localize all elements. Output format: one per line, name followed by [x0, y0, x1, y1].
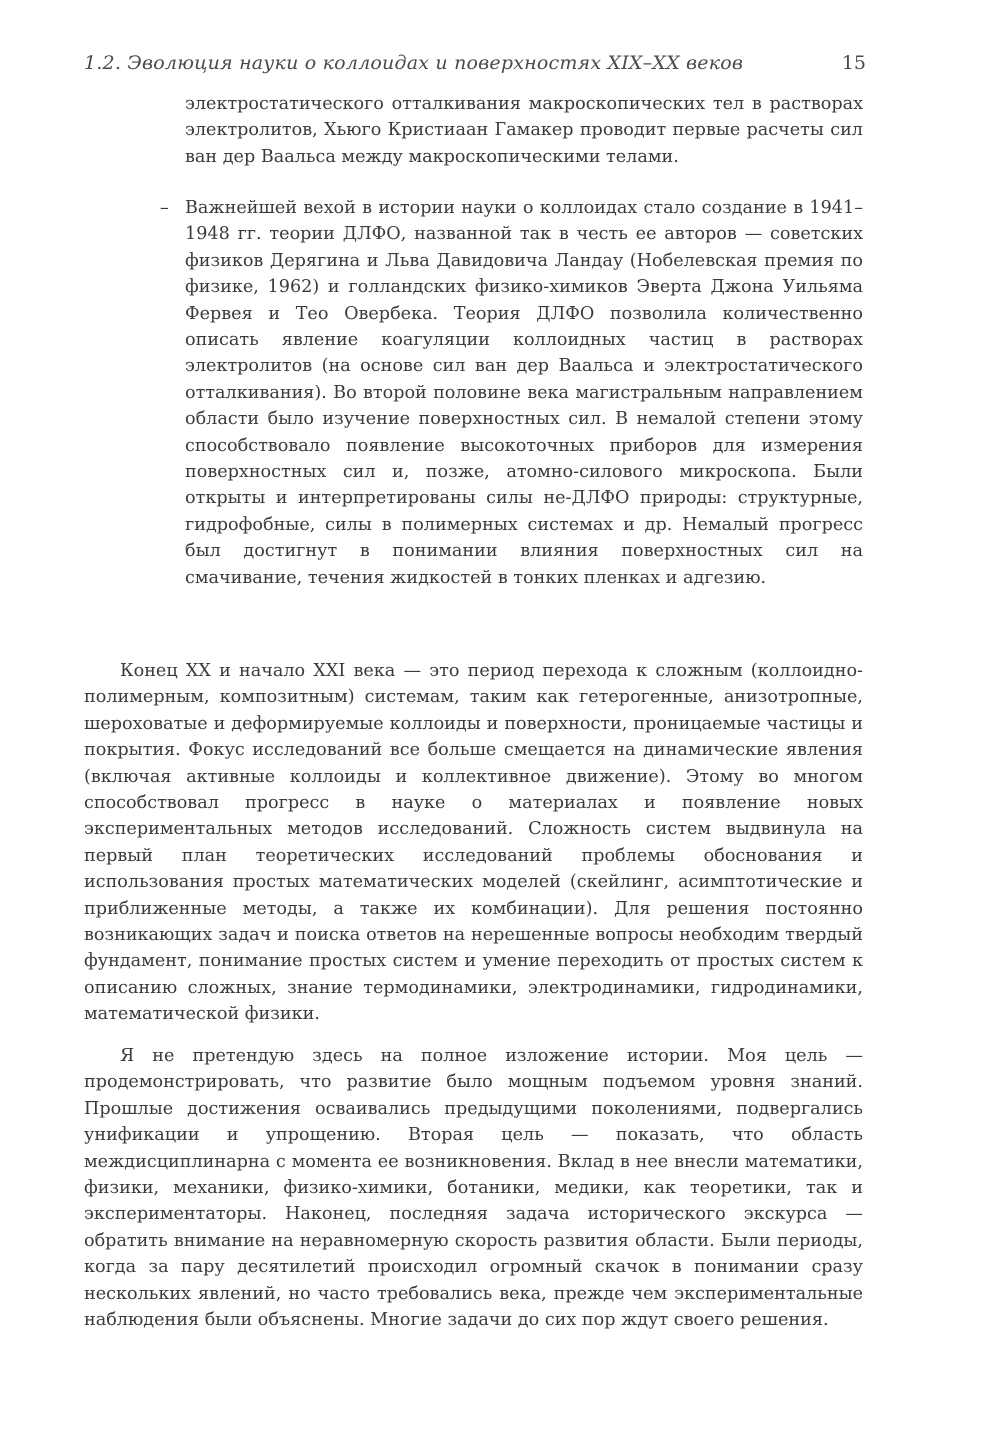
body-paragraph-1: Конец XX и начало XXI века — это период перехода к сложным (коллоидно-полимерным, композитным) системам, таким как гетерогенные, анизотропные, шероховатые и деформируемые коллоиды и поверхности, проницаемые частицы и покрытия. Фокус исследований все больше смещается на динамические явления (включая активные коллоиды и коллективное движение). Этому во многом способствовал прогресс в науке о материалах и появление новых экспериментальных методов исследований. Сложность систем выдвинула на первый план теоретических исследований проблемы обоснования и использования простых математических моделей (скейлинг, асимптотические и приближенные методы, а также их комбинации). Для решения постоянно возникающих задач и поиска ответов на нерешенные вопросы необходим твердый фундамент, понимание простых систем и умение переходить от простых систем к описанию сложных, знание термодинамики, электродинамики, гидродинамики, математической физики.: [84, 661, 863, 1025]
running-header: [84, 50, 866, 76]
page-number: 15: [841, 52, 866, 74]
bullet-dash: –: [160, 198, 169, 218]
bullet-item-dlvo: Важнейшей вехой в истории науки о коллоидах стало создание в 1941–1948 гг. теории ДЛФО, названной так в честь ее авторов — советских физиков Дерягина и Льва Давидовича Ландау (Нобелевская премия по физике, 1962) и голландских физико-химиков Эверта Джона Уильяма Фервея и Тео Овербека. Теория ДЛФО позволила количественно описать явление коагуляции коллоидных частиц в растворах электролитов (на основе сил ван дер Ваальса и электростатического отталкивания). Во второй половине века магистральным направлением области было изучение поверхностных сил. В немалой степени этому способствовало появление высокоточных приборов для измерения поверхностных сил и, позже, атомно-силового микроскопа. Были открыты и интерпретированы силы не-ДЛФО природы: структурные, гидрофобные, силы в полимерных системах и др. Немалый прогресс был достигнут в понимании влияния поверхностных сил на смачивание, течения жидкостей в тонких пленках и адгезию.: [185, 198, 863, 588]
continuation-paragraph: электростатического отталкивания макроскопических тел в растворах электролитов, Хьюго Кристиаан Гамакер проводит первые расчеты сил ван дер Ваальса между макроскопическими телами.: [185, 94, 863, 167]
body-paragraph-2: Я не претендую здесь на полное изложение истории. Моя цель — продемонстрировать, что развитие было мощным подъемом уровня знаний. Прошлые достижения осваивались предыдущими поколениями, подвергались унификации и упрощению. Вторая цель — показать, что область междисциплинарна с момента ее возникновения. Вклад в нее внесли математики, физики, механики, физико-химики, ботаники, медики, как теоретики, так и экспериментаторы. Наконец, последняя задача исторического экскурса — обратить внимание на неравномерную скорость развития области. Были периоды, когда за пару десятилетий происходил огромный скачок в понимании сразу нескольких явлений, но часто требовались века, прежде чем экспериментальные наблюдения были объяснены. Многие задачи до сих пор ждут своего решения.: [84, 1046, 863, 1331]
section-title: 1.2. Эволюция науки о коллоидах и поверхностях XIX–XX веков: [84, 52, 744, 74]
